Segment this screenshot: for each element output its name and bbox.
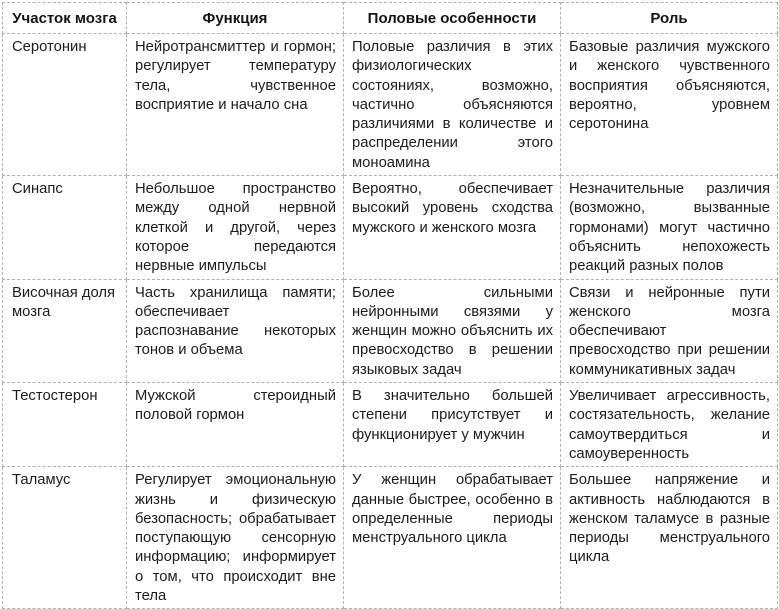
table-row-serotonin <box>3 34 778 176</box>
cell-sex-features: У женщин обрабатывает данные быстрее, особенно в определенные периоды менструального цикла <box>344 467 561 609</box>
table-row-testosterone <box>3 383 778 467</box>
column-header-role: Роль <box>561 3 778 34</box>
column-header-function: Функция <box>127 3 344 34</box>
cell-function: Регулирует эмоциональную жизнь и физическую безопасность; обрабатывает поступающую сенсорную информацию; информирует о том, что происходит вне тела <box>127 467 344 609</box>
cell-role: Связи и нейронные пути женского мозга обеспечивают превосходство при решении коммуникативных задач <box>561 279 778 382</box>
cell-function: Небольшое пространство между одной нервной клеткой и другой, через которое передаются нервные импульсы <box>127 176 344 279</box>
cell-role: Большее напряжение и активность наблюдаются в женском таламусе в разные периоды менструального цикла <box>561 467 778 609</box>
table-row-thalamus <box>3 467 778 609</box>
cell-function: Часть хранилища памяти; обеспечивает распознавание некоторых тонов и объема <box>127 279 344 382</box>
cell-region: Височная доля мозга <box>3 279 127 382</box>
cell-role: Увеличивает агрессивность, состязательность, желание самоутвердиться и самоуверенность <box>561 383 778 467</box>
cell-region: Серотонин <box>3 34 127 176</box>
cell-role: Базовые различия мужского и женского чувственного восприятия объясняются, вероятно, уровнем серотонина <box>561 34 778 176</box>
cell-sex-features: В значительно большей степени присутствует и функционирует у мужчин <box>344 383 561 467</box>
cell-sex-features: Более сильными нейронными связями у женщин можно объяснить их превосходство в решении языковых задач <box>344 279 561 382</box>
cell-function: Нейротрансмиттер и гормон; регулирует температуру тела, чувственное восприятие и начало сна <box>127 34 344 176</box>
cell-role: Незначительные различия (возможно, вызванные гормонами) могут частично объяснить непохожесть реакций разных полов <box>561 176 778 279</box>
header-row <box>3 3 778 34</box>
cell-region: Таламус <box>3 467 127 609</box>
cell-sex-features: Вероятно, обеспечивает высокий уровень сходства мужского и женского мозга <box>344 176 561 279</box>
column-header-brain-region: Участок мозга <box>3 3 127 34</box>
cell-sex-features: Половые различия в этих физиологических состояниях, возможно, частично объясняются различиями в количестве и распределении этого моноамина <box>344 34 561 176</box>
cell-region: Синапс <box>3 176 127 279</box>
cell-region: Тестостерон <box>3 383 127 467</box>
column-header-sex-features: Половые особенности <box>344 3 561 34</box>
table-row-synapse <box>3 176 778 279</box>
table-row-temporal-lobe <box>3 279 778 382</box>
cell-function: Мужской стероидный половой гормон <box>127 383 344 467</box>
brain-regions-table <box>2 2 778 609</box>
